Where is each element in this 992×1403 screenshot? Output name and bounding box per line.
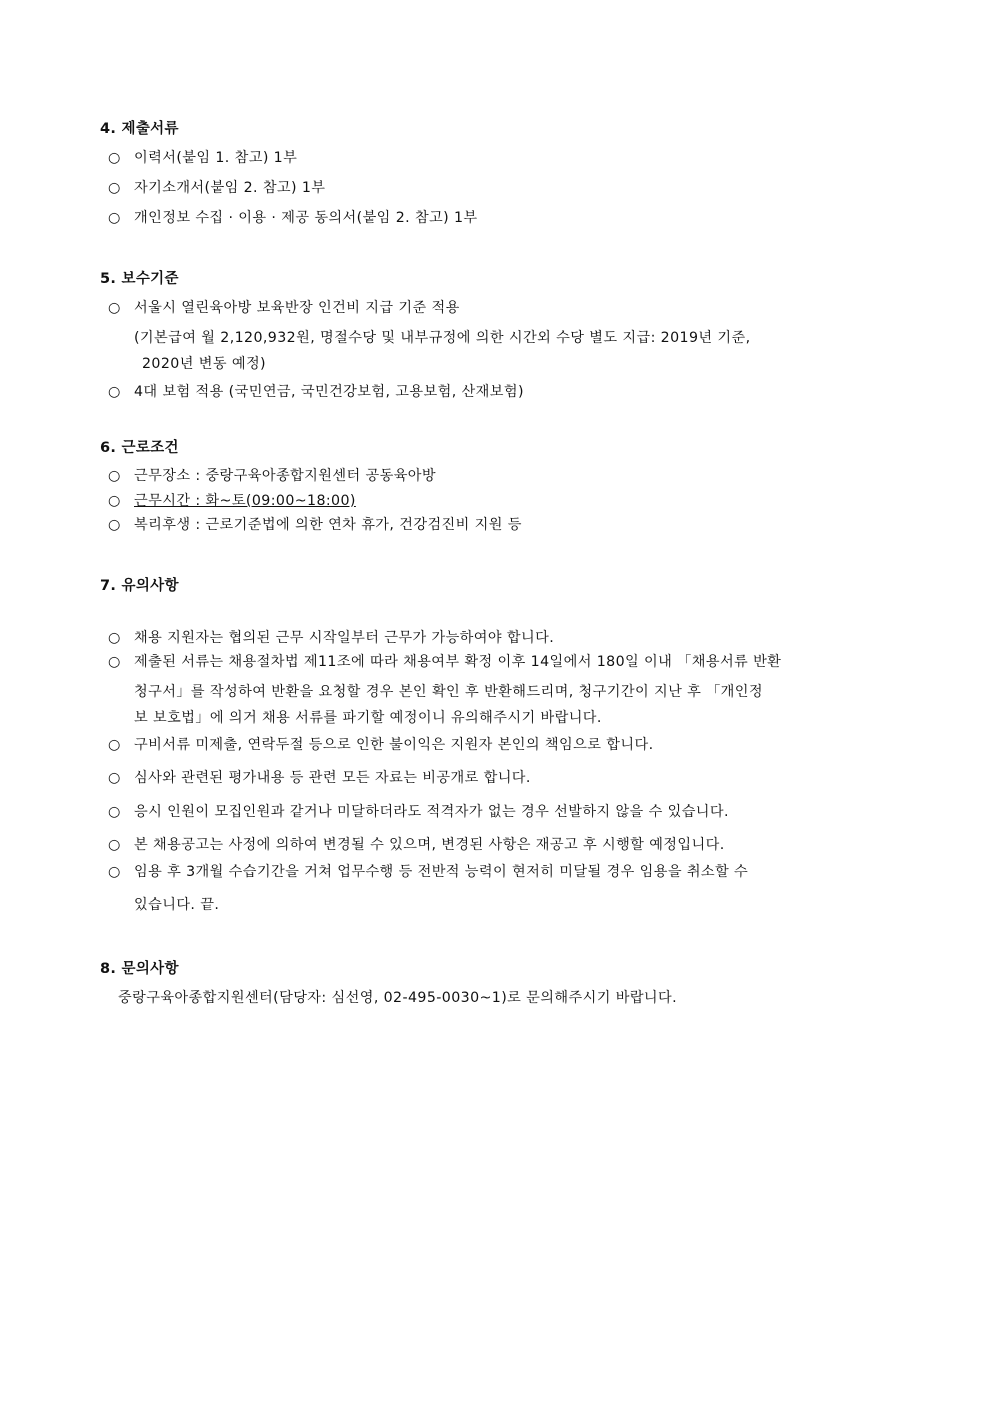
list-item (108, 861, 748, 881)
list-item (108, 207, 478, 227)
list-item (108, 514, 522, 534)
list-item-text: 임용 후 3개월 수습기간을 거쳐 업무수행 등 전반적 능력이 현저히 미달될 경우 임용을 취소할 수 (134, 864, 749, 880)
contact-text: 중랑구육아종합지원센터(담당자: 심선영, 02-495-0030~1)로 문의해주시기 바랍니다. (118, 990, 678, 1006)
list-item (108, 767, 531, 787)
list-item-text: 채용 지원자는 협의된 근무 시작일부터 근무가 가능하여야 합니다. (134, 630, 555, 646)
list-item-text: 심사와 관련된 평가내용 등 관련 모든 자료는 비공개로 합니다. (134, 770, 531, 786)
list-item (108, 651, 781, 671)
bullet-circle-icon: ○ (108, 837, 121, 853)
bullet-circle-icon: ○ (108, 737, 121, 753)
list-item-text: 4대 보험 적용 (국민연금, 국민건강보험, 고용보험, 산재보험) (134, 384, 524, 400)
list-item-continuation: 있습니다. 끝. (134, 897, 220, 913)
list-item-text: 구비서류 미제출, 연락두절 등으로 인한 불이익은 지원자 본인의 책임으로 합니다. (134, 737, 654, 753)
list-item (108, 465, 436, 485)
bullet-circle-icon: ○ (108, 468, 121, 484)
bullet-circle-icon: ○ (108, 180, 121, 196)
list-item (108, 801, 729, 821)
list-item-continuation: 청구서」를 작성하여 반환을 요청할 경우 본인 확인 후 반환해드리며, 청구기간이 지난 후 「개인정 (134, 684, 763, 700)
bullet-circle-icon: ○ (108, 517, 121, 533)
section-4-heading: 4. 제출서류 (100, 121, 179, 137)
bullet-circle-icon: ○ (108, 804, 121, 820)
list-item (108, 297, 460, 317)
list-item-text: 자기소개서(붙임 2. 참고) 1부 (134, 180, 326, 196)
list-item (108, 381, 524, 401)
list-item-text: 응시 인원이 모집인원과 같거나 미달하더라도 적격자가 없는 경우 선발하지 않을 수 있습니다. (134, 804, 729, 820)
section-6-heading: 6. 근로조건 (100, 440, 179, 456)
bullet-circle-icon: ○ (108, 654, 121, 670)
list-item-text: 이력서(붙임 1. 참고) 1부 (134, 150, 298, 166)
bullet-circle-icon: ○ (108, 630, 121, 646)
list-item-text: 제출된 서류는 채용절차법 제11조에 따라 채용여부 확정 이후 14일에서 180일 이내 「채용서류 반환 (134, 654, 782, 670)
section-5-heading: 5. 보수기준 (100, 271, 179, 287)
bullet-circle-icon: ○ (108, 493, 121, 509)
bullet-circle-icon: ○ (108, 210, 121, 226)
section-8-heading: 8. 문의사항 (100, 961, 179, 977)
bullet-circle-icon: ○ (108, 150, 121, 166)
list-item (108, 147, 297, 167)
list-item (108, 834, 725, 854)
list-item-text: 근무장소 : 중랑구육아종합지원센터 공동육아방 (134, 468, 437, 484)
bullet-circle-icon: ○ (108, 384, 121, 400)
bullet-circle-icon: ○ (108, 864, 121, 880)
list-item (108, 177, 325, 197)
list-item-text: 본 채용공고는 사정에 의하여 변경될 수 있으며, 변경된 사항은 재공고 후 시행할 예정입니다. (134, 837, 725, 853)
list-item-note: (기본급여 월 2,120,932원, 명절수당 및 내부규정에 의한 시간외 수당 별도 지급: 2019년 기준, (134, 330, 751, 346)
list-item-text: 근무시간 : 화~토(09:00~18:00) (134, 493, 356, 509)
list-item (108, 734, 653, 754)
list-item-text: 개인정보 수집 · 이용 · 제공 동의서(붙임 2. 참고) 1부 (134, 210, 478, 226)
bullet-circle-icon: ○ (108, 300, 121, 316)
list-item (108, 490, 356, 510)
bullet-circle-icon: ○ (108, 770, 121, 786)
section-7-heading: 7. 유의사항 (100, 578, 179, 594)
list-item-note: 2020년 변동 예정) (142, 356, 266, 372)
list-item-text: 서울시 열린육아방 보육반장 인건비 지급 기준 적용 (134, 300, 460, 316)
list-item-continuation: 보 보호법」에 의거 채용 서류를 파기할 예정이니 유의해주시기 바랍니다. (134, 710, 602, 726)
list-item (108, 627, 554, 647)
list-item-text: 복리후생 : 근로기준법에 의한 연차 휴가, 건강검진비 지원 등 (134, 517, 522, 533)
